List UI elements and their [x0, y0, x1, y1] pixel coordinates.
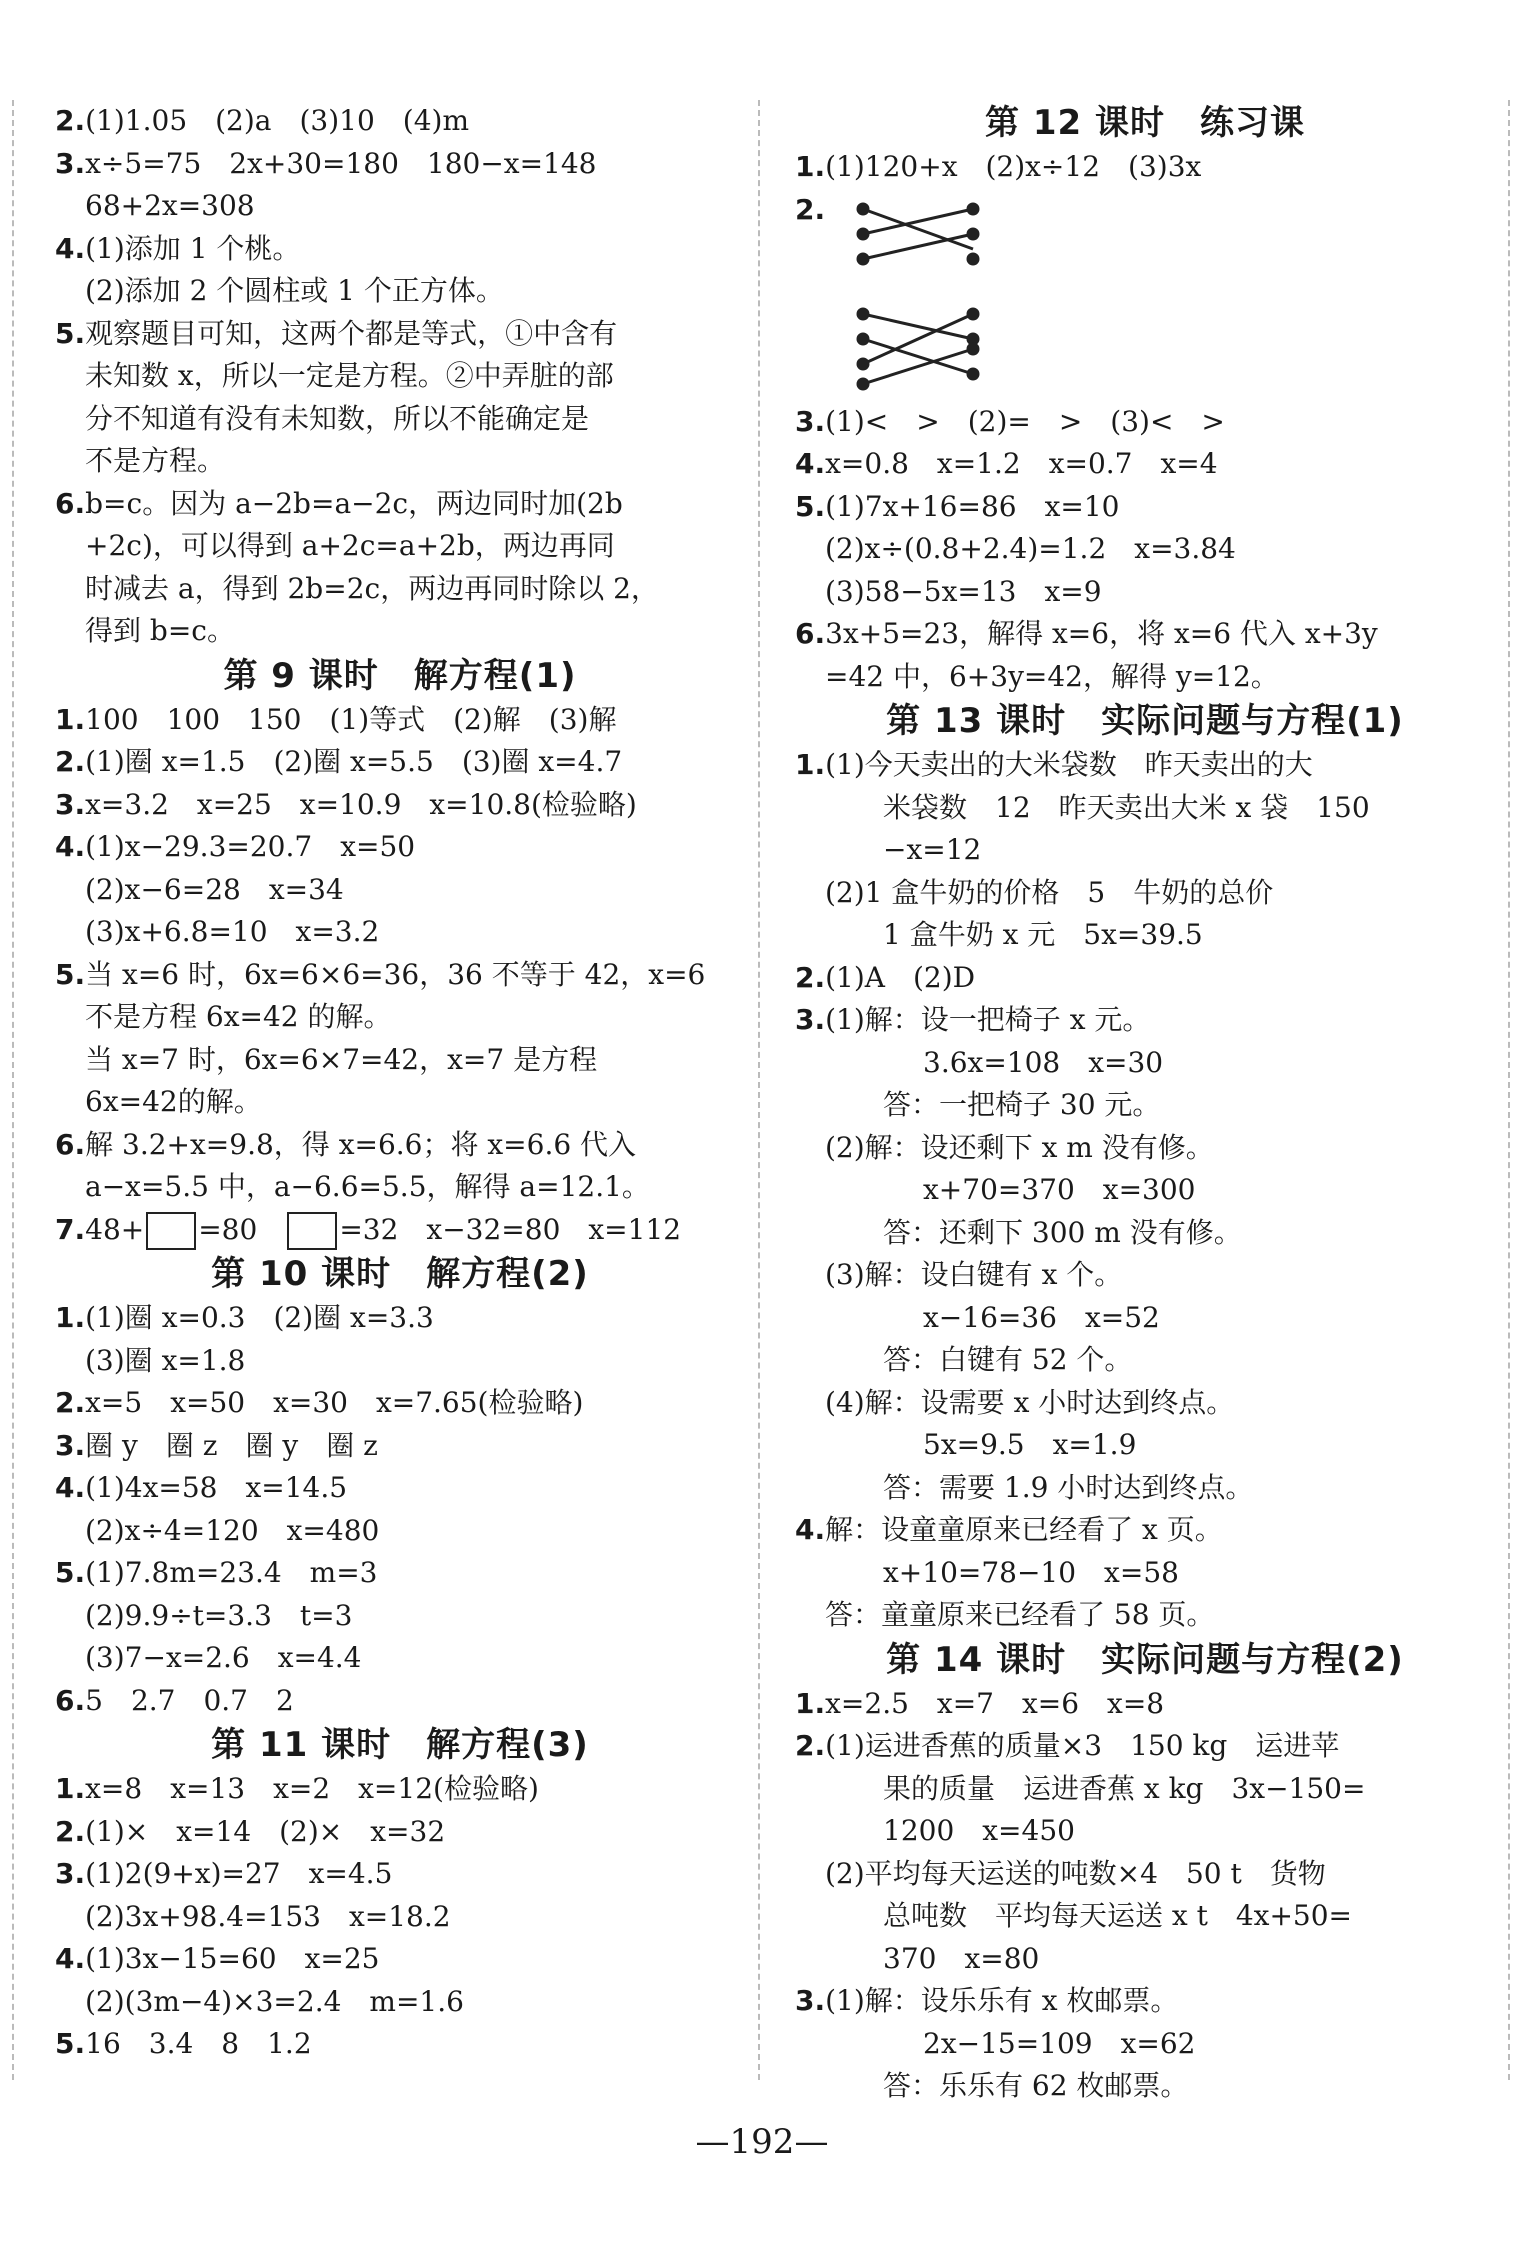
answer-line: 2.(1)× x=14 (2)× x=32	[55, 1814, 446, 1848]
answer-line: 3.x=3.2 x=25 x=10.9 x=10.8(检验略)	[55, 787, 637, 821]
matching-lines-figure	[845, 189, 1005, 401]
answer-line: 4.x=0.8 x=1.2 x=0.7 x=4	[795, 447, 1218, 480]
answer-line: 2.(1)1.05 (2)a (3)10 (4)m	[55, 104, 469, 137]
answer-line: 答：还剩下 300 m 没有修。	[883, 1215, 1242, 1249]
answer-line: 5.16 3.4 8 1.2	[55, 2027, 312, 2060]
answer-line: 5.(1)7.8m=23.4 m=3	[55, 1556, 378, 1589]
answer-line: 答：一把椅子 30 元。	[883, 1088, 1161, 1121]
answer-line: 1.(1)今天卖出的大米袋数 昨天卖出的大	[795, 748, 1313, 781]
answer-line: 6.3x+5=23，解得 x=6，将 x=6 代入 x+3y	[795, 617, 1378, 650]
answer-line: 2.(1)圈 x=1.5 (2)圈 x=5.5 (3)圈 x=4.7	[55, 745, 623, 778]
answer-line: 米袋数 12 昨天卖出大米 x 袋 150	[883, 790, 1370, 824]
answer-line: (2)解：设还剩下 x m 没有修。	[825, 1130, 1214, 1164]
answer-line: (2)添加 2 个圆柱或 1 个正方体。	[85, 274, 504, 307]
answer-line: (3)解：设白键有 x 个。	[825, 1258, 1123, 1291]
answer-line: (3)x+6.8=10 x=3.2	[85, 915, 380, 948]
left-column	[55, 100, 745, 2066]
match-line	[863, 314, 973, 339]
answer-line: 4.(1)x−29.3=20.7 x=50	[55, 830, 416, 863]
answer-line: x−16=36 x=52	[923, 1300, 1160, 1334]
answer-line: 4.解：设童童原来已经看了 x 页。	[795, 1513, 1223, 1546]
answer-line: 1.(1)圈 x=0.3 (2)圈 x=3.3	[55, 1301, 434, 1334]
answer-line: 未知数 x，所以一定是方程。②中弄脏的部	[85, 359, 614, 392]
answer-line: a−x=5.5 中，a−6.6=5.5，解得 a=12.1。	[85, 1170, 650, 1203]
answer-line: 2.(1)运进香蕉的质量×3 150 kg 运进苹	[795, 1729, 1340, 1762]
answer-line: −x=12	[883, 833, 982, 866]
answer-line: 7.48+ =80 =32 x−32=80 x=112	[55, 1209, 745, 1252]
lesson-14-heading: 第 14 课时 实际问题与方程(2)	[886, 1639, 1404, 1680]
answer-line: 答：需要 1.9 小时达到终点。	[883, 1470, 1254, 1504]
answer-line: (4)解：设需要 x 小时达到终点。	[825, 1385, 1235, 1419]
answer-line: 6.解 3.2+x=9.8，得 x=6.6；将 x=6.6 代入	[55, 1127, 637, 1161]
answer-line: 5x=9.5 x=1.9	[923, 1428, 1137, 1461]
answer-line: (3)7−x=2.6 x=4.4	[85, 1641, 362, 1674]
blank-box	[146, 1212, 196, 1250]
answer-line: 当 x=7 时，6x=6×7=42，x=7 是方程	[85, 1042, 598, 1076]
answer-line: 3.6x=108 x=30	[923, 1045, 1164, 1079]
answer-line: 3.(1)< > (2)= > (3)< >	[795, 404, 1225, 438]
answer-line: 4.(1)4x=58 x=14.5	[55, 1471, 348, 1504]
right-column	[795, 100, 1495, 2108]
answer-line: 3.(1)2(9+x)=27 x=4.5	[55, 1857, 393, 1890]
answer-line: 3.(1)解：设一把椅子 x 元。	[795, 1003, 1151, 1036]
answer-line: 时减去 a，得到 2b=2c，两边再同时除以 2，	[85, 571, 659, 605]
answer-line: (2)x÷(0.8+2.4)=1.2 x=3.84	[825, 532, 1236, 565]
answer-line: 3.x÷5=75 2x+30=180 180−x=148	[55, 146, 597, 180]
answer-line: 6.5 2.7 0.7 2	[55, 1683, 294, 1717]
lesson-11-heading: 第 11 课时 解方程(3)	[211, 1725, 589, 1765]
answer-line: 不是方程 6x=42 的解。	[85, 1000, 392, 1033]
blank-box	[287, 1212, 337, 1250]
column-divider	[758, 100, 760, 2080]
answer-line: 2.(1)A (2)D	[795, 960, 976, 994]
lesson-12-heading: 第 12 课时 练习课	[985, 103, 1305, 143]
answer-line: 6x=42的解。	[85, 1085, 262, 1118]
answer-line: 3.(1)解：设乐乐有 x 枚邮票。	[795, 1984, 1179, 2017]
answer-line: 1 盒牛奶 x 元 5x=39.5	[883, 918, 1203, 951]
answer-line: 2.x=5 x=50 x=30 x=7.65(检验略)	[55, 1386, 584, 1419]
match-line	[863, 349, 973, 384]
lesson-13-heading: 第 13 课时 实际问题与方程(1)	[886, 701, 1404, 741]
answer-line: 分不知道有没有未知数，所以不能确定是	[85, 401, 590, 435]
answer-line: 4.(1)3x−15=60 x=25	[55, 1942, 380, 1975]
answer-line: 总吨数 平均每天运送 x t 4x+50=	[883, 1899, 1353, 1932]
answer-line: 果的质量 运进香蕉 x kg 3x−150=	[883, 1771, 1366, 1805]
answer-line: (2)3x+98.4=153 x=18.2	[85, 1899, 451, 1933]
answer-line: 6.b=c。因为 a−2b=a−2c，两边同时加(2b	[55, 486, 623, 520]
answer-line: 68+2x=308	[85, 189, 255, 222]
answer-line: (2)1 盒牛奶的价格 5 牛奶的总价	[825, 875, 1274, 909]
answer-line: 3.圈 y 圈 z 圈 y 圈 z	[55, 1428, 378, 1462]
answer-line: 2.	[795, 192, 826, 226]
answer-line: (2)x÷4=120 x=480	[85, 1513, 380, 1547]
answer-line: 5.(1)7x+16=86 x=10	[795, 489, 1120, 523]
answer-line: +2c)，可以得到 a+2c=a+2b，两边再同	[85, 529, 615, 562]
answer-line: (3)圈 x=1.8	[85, 1343, 246, 1377]
answer-line: 1.x=2.5 x=7 x=6 x=8	[795, 1686, 1165, 1720]
answer-line: 答：童童原来已经看了 58 页。	[825, 1598, 1215, 1631]
answer-line: 1.x=8 x=13 x=2 x=12(检验略)	[55, 1772, 539, 1805]
matching-diagram	[795, 189, 1495, 401]
right-margin-divider	[1508, 100, 1510, 2080]
answer-line: 4.(1)添加 1 个桃。	[55, 231, 301, 265]
page-number: —192—	[695, 2122, 829, 2162]
answer-line: 1.(1)120+x (2)x÷12 (3)3x	[795, 150, 1202, 183]
answer-line: 得到 b=c。	[85, 614, 235, 647]
answer-line: 370 x=80	[883, 1941, 1040, 1975]
answer-line: 不是方程。	[85, 444, 226, 477]
answer-line: 1200 x=450	[883, 1814, 1075, 1847]
answer-line: 答：白键有 52 个。	[883, 1343, 1133, 1376]
answer-line: (2)平均每天运送的吨数×4 50 t 货物	[825, 1856, 1326, 1890]
answer-line: 5.当 x=6 时，6x=6×6=36，36 不等于 42，x=6	[55, 957, 706, 991]
lesson-10-heading: 第 10 课时 解方程(2)	[211, 1254, 589, 1294]
answer-line: x+70=370 x=300	[923, 1173, 1196, 1206]
answer-line: 2x−15=109 x=62	[923, 2026, 1196, 2060]
answer-line: (2)(3m−4)×3=2.4 m=1.6	[85, 1984, 464, 2018]
answer-line: (3)58−5x=13 x=9	[825, 574, 1102, 608]
answer-line: (2)9.9÷t=3.3 t=3	[85, 1598, 353, 1632]
answer-line: 1.100 100 150 (1)等式 (2)解 (3)解	[55, 702, 617, 736]
answer-line: 5.观察题目可知，这两个都是等式，①中含有	[55, 316, 618, 350]
answer-line: (2)x−6=28 x=34	[85, 872, 344, 906]
left-margin-divider	[12, 100, 14, 2080]
answer-line: =42 中，6+3y=42，解得 y=12。	[825, 659, 1279, 693]
answer-line: x+10=78−10 x=58	[883, 1555, 1179, 1589]
lesson-9-heading: 第 9 课时 解方程(1)	[223, 655, 577, 696]
answer-line: 答：乐乐有 62 枚邮票。	[883, 2069, 1189, 2102]
